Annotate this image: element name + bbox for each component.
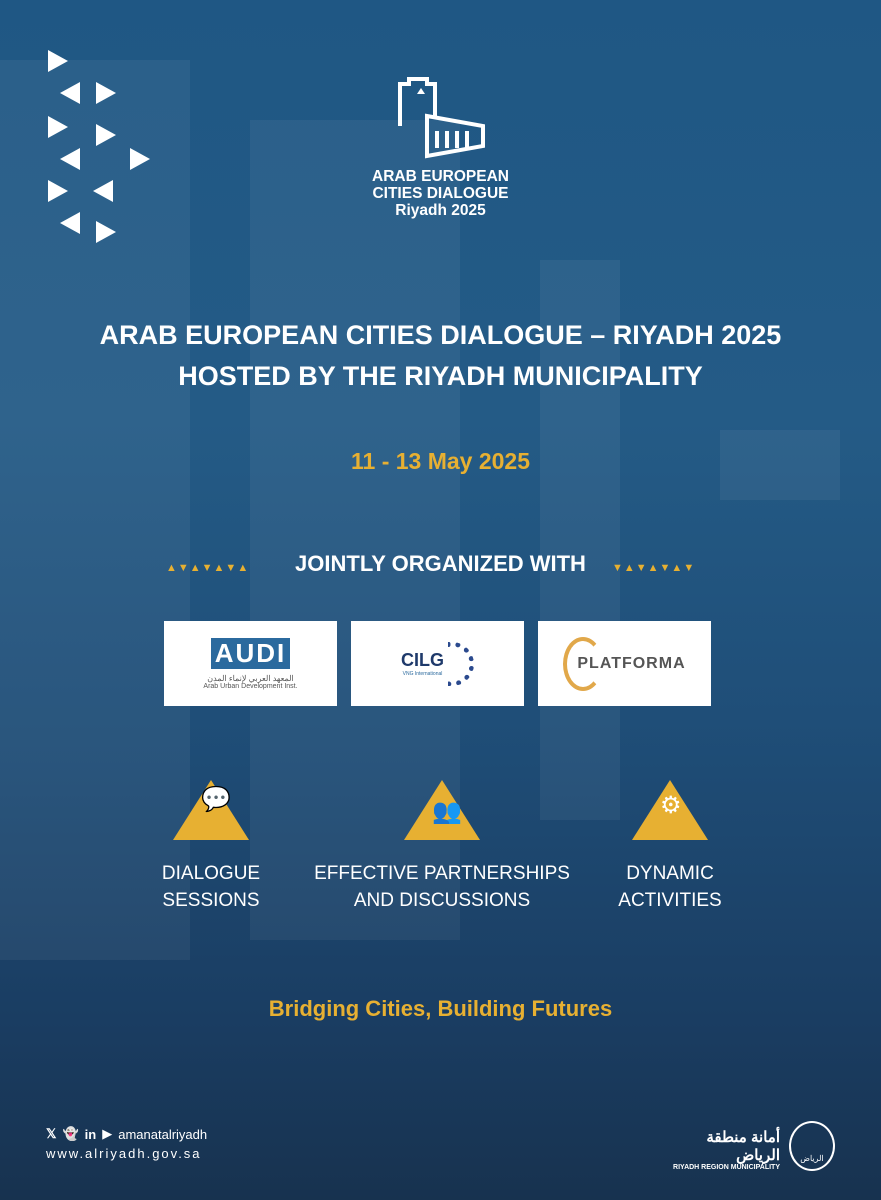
partner-logo-platforma: [538, 621, 711, 706]
seal-text: الرياض: [800, 1154, 824, 1163]
snapchat-icon[interactable]: 👻: [62, 1126, 79, 1141]
logo-line: ARAB EUROPEAN: [372, 168, 509, 185]
social-handle[interactable]: amanatalriyadh: [118, 1126, 208, 1142]
feature-label: AND DISCUSSIONS: [353, 890, 531, 911]
municipality-logo: [660, 1128, 780, 1171]
feature-label: SESSIONS: [162, 890, 260, 911]
event-logo-text: [0, 168, 881, 219]
x-icon[interactable]: 𝕏: [46, 1126, 57, 1141]
gold-triangles-right: ▼▲▼▲▼▲▼: [612, 562, 696, 574]
feature-label: DYNAMIC: [626, 863, 714, 884]
feature-label: ACTIVITIES: [618, 890, 722, 911]
headline-line-1: ARAB EUROPEAN CITIES DIALOGUE – RIYADH 2025: [99, 320, 782, 350]
event-logo-icon: [397, 76, 487, 162]
gold-triangles-left: ▲▼▲▼▲▼▲: [166, 562, 250, 574]
activities-icon: ⚙: [632, 780, 708, 840]
organizers-heading: JOINTLY ORGANIZED WITH: [295, 551, 586, 576]
logo-line: Riyadh 2025: [395, 202, 486, 219]
speech-group-icon: 💬: [173, 780, 249, 840]
handshake-people-icon: 👥: [404, 780, 480, 840]
cilg-dots-icon: [448, 642, 474, 686]
event-date: 11 - 13 May 2025: [350, 448, 531, 474]
partner-name: CILG: [401, 650, 444, 670]
feature-partnerships: [312, 780, 572, 914]
municipality-seal-icon: [789, 1121, 835, 1171]
partner-logo-cilg: [351, 621, 524, 706]
partner-subtitle: VNG International: [402, 671, 443, 677]
social-links: [46, 1126, 207, 1161]
partner-arabic-name: المعهد العربي لإنماء المدن: [207, 673, 294, 683]
org-english-name: RIYADH REGION MUNICIPALITY: [673, 1164, 780, 1171]
feature-dynamic-activities: [590, 780, 750, 914]
headline: [0, 315, 881, 397]
partner-logo-audi: [164, 621, 337, 706]
tagline: Bridging Cities, Building Futures: [268, 996, 613, 1021]
linkedin-icon[interactable]: in: [84, 1126, 97, 1142]
feature-label: EFFECTIVE PARTNERSHIPS: [314, 863, 570, 884]
headline-line-2: HOSTED BY THE RIYADH MUNICIPALITY: [178, 361, 703, 391]
org-arabic-name: أمانة منطقة الرياض: [706, 1129, 780, 1164]
youtube-icon[interactable]: ▶: [102, 1126, 113, 1141]
partner-name: AUDI: [211, 638, 291, 669]
logo-line: CITIES DIALOGUE: [372, 185, 509, 202]
partner-subtitle: Arab Urban Development Inst.: [203, 682, 298, 690]
website-link[interactable]: www.alriyadh.gov.sa: [46, 1146, 202, 1161]
feature-label: DIALOGUE: [161, 863, 261, 884]
feature-dialogue-sessions: [131, 780, 291, 914]
partner-name: PLATFORMA: [577, 654, 686, 672]
